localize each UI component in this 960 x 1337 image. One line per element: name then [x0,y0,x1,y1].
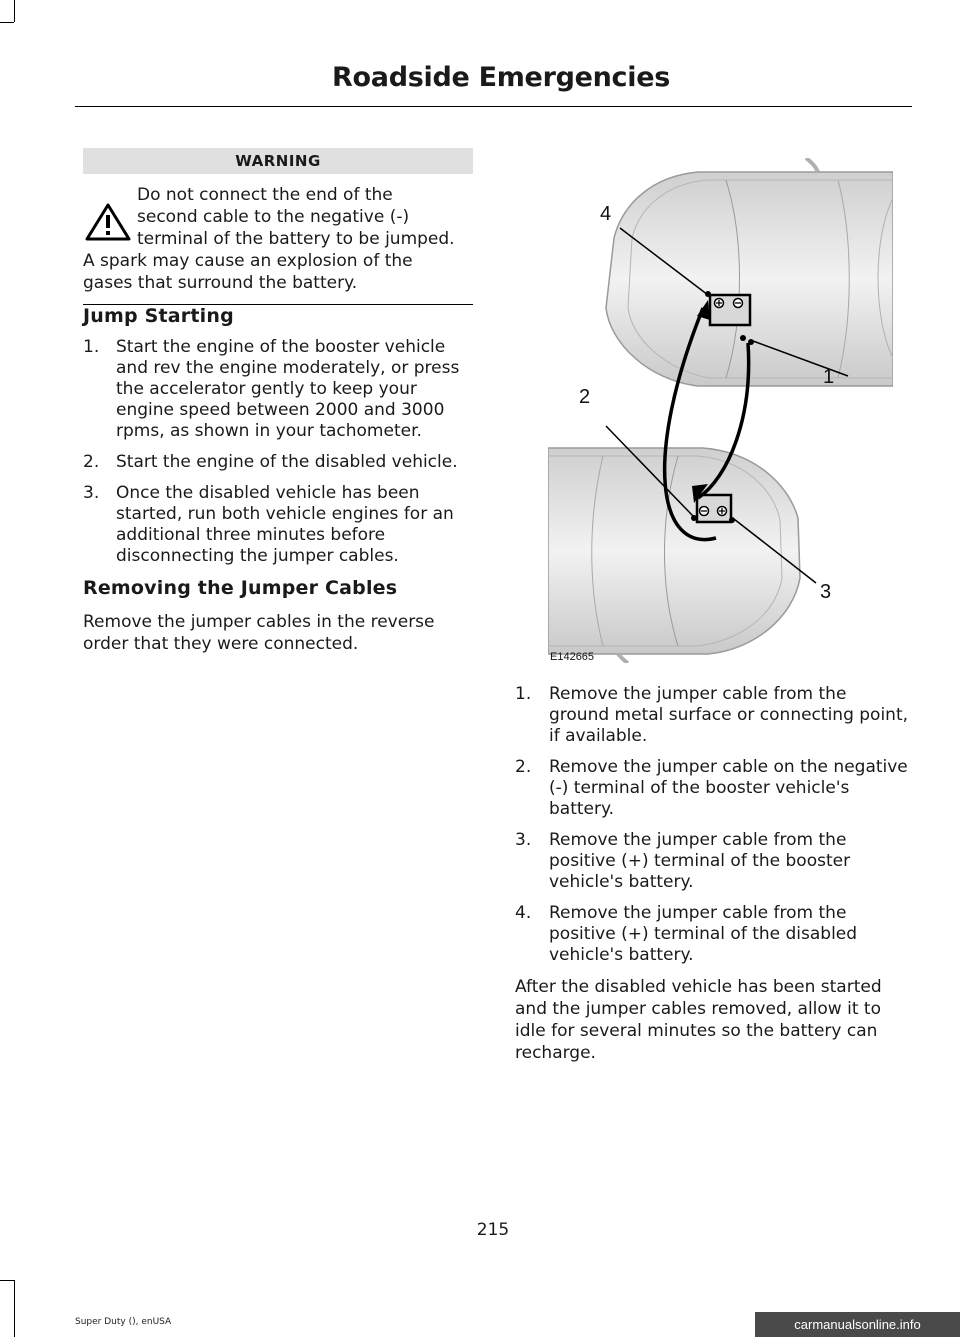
step-text: Once the disabled vehicle has been started, run both vehicle engines for an additional three minutes before disconnecting the jumper cables. [116,483,454,566]
jump-start-diagram [548,158,893,663]
crop-mark [14,1280,15,1337]
removal-steps [515,684,910,966]
right-column [515,684,910,1064]
step-number: 1. [83,337,100,357]
step-number: 1. [515,684,532,704]
list-item [515,757,910,820]
section-heading-jump-starting: Jump Starting [83,305,234,327]
list-item [515,903,910,966]
warning-box [83,184,473,305]
step-text: Remove the jumper cable from the positive (+) terminal of the booster vehicle's battery. [549,830,851,892]
step-text: Start the engine of the booster vehicle and rev the engine moderately, or press the accelerator gently to keep your engine speed between 2000 and 3000 rpms, as shown in your tachometer. [116,337,460,441]
header-divider [75,106,912,107]
crop-mark [0,22,14,23]
warning-triangle-icon [85,202,131,242]
step-number: 3. [515,830,532,850]
warning-heading: WARNING [83,148,473,174]
step-text: Start the engine of the disabled vehicle. [116,452,458,472]
footer-text: Super Duty (), enUSA [75,1317,172,1327]
vehicles-illustration [548,158,893,663]
callout-2: 2 [579,386,591,408]
step-number: 2. [515,757,532,777]
callout-1: 1 [823,366,835,388]
step-text: Remove the jumper cable from the positive (+) terminal of the disabled vehicle's battery. [549,903,858,965]
list-item [83,452,473,473]
crop-mark [0,1280,14,1281]
left-column [83,148,473,655]
page-title: Roadside Emergencies [332,62,670,93]
section-heading-removing-cables: Removing the Jumper Cables [83,577,398,599]
warning-text-line: gases that surround the battery. [83,273,358,293]
step-number: 3. [83,483,100,503]
list-item [515,684,910,747]
list-item [83,483,473,567]
step-text: Remove the jumper cable on the negative (-) terminal of the booster vehicle's battery. [549,757,908,819]
closing-paragraph: After the disabled vehicle has been started and the jumper cables removed, allow it to idle for several minutes so the battery can recharge. [515,977,882,1063]
step-number: 4. [515,903,532,923]
removing-intro: Remove the jumper cables in the reverse order that they were connected. [83,612,435,654]
warning-text-line: A spark may cause an explosion of the [83,251,413,271]
jump-starting-steps [83,337,473,567]
warning-text-line: second cable to the negative (-) [137,207,410,227]
warning-text-line: terminal of the battery to be jumped. [137,229,455,249]
page-number: 215 [476,1220,510,1240]
figure-code: E142665 [550,651,595,663]
list-item [83,337,473,442]
callout-4: 4 [600,203,612,225]
callout-3: 3 [820,581,832,603]
step-text: Remove the jumper cable from the ground metal surface or connecting point, if available. [549,684,909,746]
watermark-link[interactable]: carmanualsonline.info [755,1312,960,1337]
list-item [515,830,910,893]
step-number: 2. [83,452,100,472]
warning-divider [83,304,473,305]
warning-text-line: Do not connect the end of the [137,185,393,205]
crop-mark [14,0,15,22]
